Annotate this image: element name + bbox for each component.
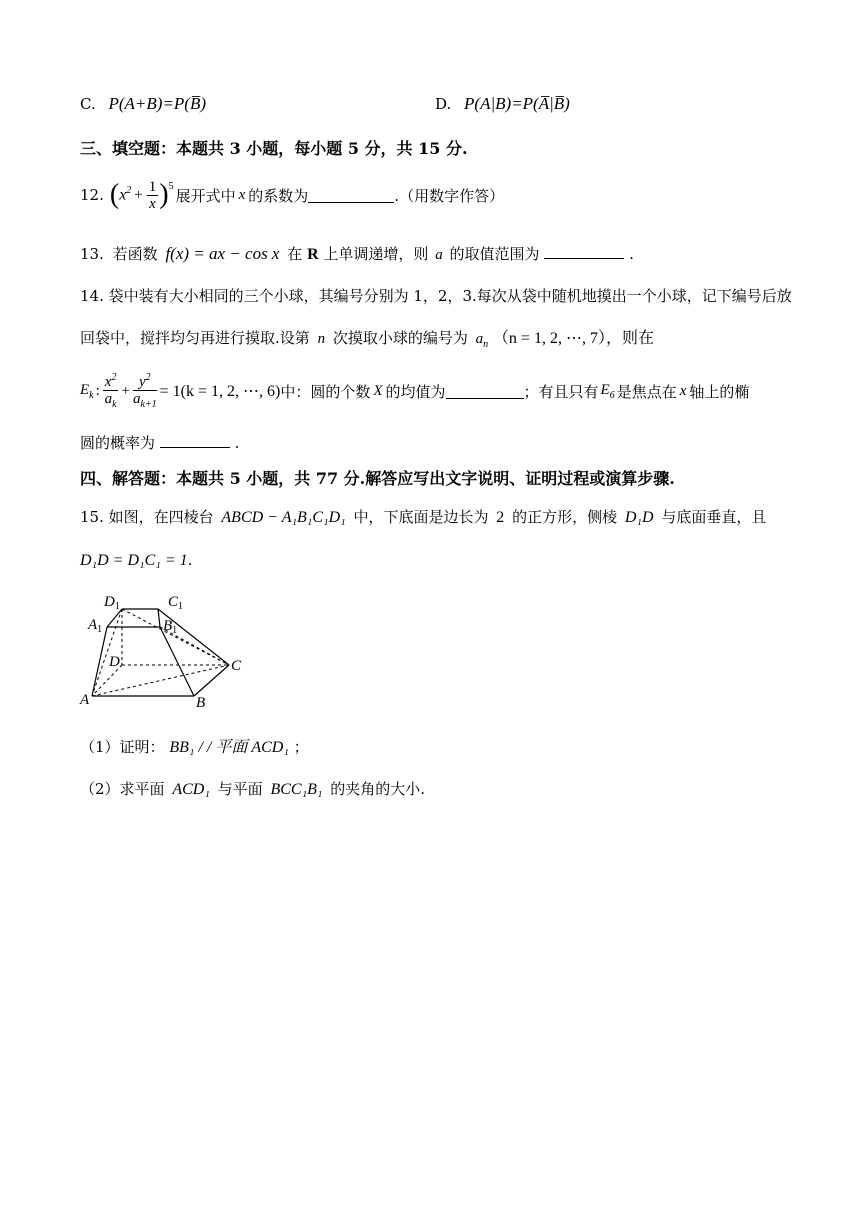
- q14-answer-blank-1[interactable]: [446, 384, 524, 399]
- q13-text4: 的取值范围为: [449, 245, 540, 263]
- q14-n-var: n: [317, 331, 326, 347]
- q15-edge: D₁D: [624, 509, 654, 526]
- q14-line2-text: 回袋中，搅拌均匀再进行摸取.设第: [80, 329, 310, 347]
- q12-answer-blank[interactable]: [308, 188, 394, 203]
- edge-bc: [194, 665, 229, 696]
- q13-number: 13.: [80, 245, 104, 263]
- q14-X-var: X: [373, 382, 383, 399]
- q13-reals: R: [307, 246, 319, 263]
- q14-line3-text-c: ；有且只有: [523, 382, 599, 401]
- q13-text2: 在: [287, 245, 303, 263]
- label-C1: $C_1$: [168, 594, 184, 612]
- q15-line-1: [80, 506, 766, 527]
- section-4-heading: 四、解答题：本题共 5 小题，共 77 分.解答应写出文字说明、证明过程或演算步骤.: [80, 469, 675, 488]
- q14-line-3: $E_k$ : $\frac{x^2}{a_k}$ + $\frac{y^2}{a_{k+1}}$ = 1(k = 1, 2, ⋯, 6) 中：圆的个数 X 的均值为 ；有且只有 $E_6$ 是焦点在 x 轴上的椭: [80, 371, 750, 410]
- q12-var: x: [238, 186, 246, 203]
- q14-line3-text-a: 中：圆的个数: [280, 382, 371, 401]
- q15-part1-end: ；: [293, 738, 309, 756]
- q13-text1: 若函数: [112, 245, 158, 263]
- q15-part-1: [80, 734, 309, 757]
- q14-range: （n = 1, 2, ⋯, 7），则在: [492, 330, 654, 347]
- q14-answer-blank-2[interactable]: [160, 433, 230, 448]
- q14-line2-text-b: 次摸取小球的编号为: [332, 329, 468, 347]
- q14-line4-text: 圆的概率为: [80, 434, 156, 452]
- label-D: D: [109, 654, 120, 670]
- q13-function: f(x) = ax − cos x: [165, 244, 280, 263]
- question-13: [80, 243, 634, 264]
- q14-x-axis-var: x: [679, 382, 687, 399]
- q14-line-4: [80, 432, 239, 453]
- q14-line3-text-d: 是焦点在: [616, 382, 677, 401]
- q14-line3-text-e: 轴上的椭: [689, 382, 750, 401]
- q15-condition-period: .: [187, 551, 193, 569]
- q15-part2-end: 的夹角的大小.: [330, 780, 426, 798]
- q15-part2-prefix: （2）求平面: [80, 780, 165, 798]
- option-d-formula: P(A|B)=P(A̅|B̅): [464, 94, 570, 113]
- label-B1: $B_1$: [163, 618, 178, 636]
- q12-number: 12.: [80, 186, 104, 204]
- q14-line3-text-b: 的均值为: [385, 382, 446, 401]
- q15-part1-statement: BB₁ / / 平面 ACD₁: [169, 739, 289, 756]
- q14-Ek: $E_k$: [80, 381, 94, 401]
- q15-part-2: [80, 778, 425, 799]
- question-12: [80, 170, 504, 220]
- q15-condition: D₁D = D₁C₁ = 1: [80, 552, 188, 569]
- q15-plane-acd1: ACD₁: [172, 781, 210, 798]
- option-c-label: C.: [80, 95, 96, 113]
- label-A: A: [80, 692, 90, 708]
- q15-part1-prefix: （1）证明：: [80, 738, 165, 756]
- label-C: C: [231, 658, 242, 674]
- q13-answer-blank[interactable]: [544, 244, 624, 259]
- q13-text3: 上单调递增，则: [323, 245, 429, 263]
- q15-line-2: [80, 551, 192, 570]
- q15-text-d: 与底面垂直，且: [661, 508, 767, 526]
- q13-var: a: [435, 247, 443, 263]
- q13-tail: .: [629, 245, 634, 263]
- q14-equation-tail: = 1(k = 1, 2, ⋯, 6): [159, 383, 281, 400]
- label-A1: $A_1$: [88, 617, 103, 635]
- q12-text1: 展开式中: [175, 186, 236, 205]
- q14-line-2: [80, 325, 654, 350]
- label-B: B: [196, 695, 206, 711]
- q15-text-c: 的正方形，侧棱: [512, 508, 618, 526]
- section-3-heading: 三、填空题：本题共 3 小题，每小题 5 分，共 15 分.: [80, 139, 468, 158]
- q15-side-length: 2: [496, 509, 505, 526]
- q12-expression: ( $x^2$ + $\frac{1}{x}$ ) $^5$: [109, 178, 174, 212]
- q14-an: $a_n$: [475, 331, 489, 350]
- q14-E6: $E_6$: [600, 381, 615, 401]
- q12-tail: .（用数字作答）: [394, 186, 505, 205]
- option-c-formula: P(A+B)=P(B̅): [108, 94, 207, 113]
- label-D1: $D_1$: [104, 594, 120, 612]
- option-d-label: D.: [435, 95, 452, 113]
- option-c: [80, 94, 206, 114]
- q15-text-a: 15. 如图，在四棱台: [80, 508, 214, 526]
- q15-solid: ABCD − A₁B₁C₁D₁: [221, 509, 346, 526]
- edge-c1b1: [158, 609, 160, 627]
- q15-part2-mid: 与平面: [217, 780, 263, 798]
- q15-text-b: 中，下底面是边长为: [353, 508, 489, 526]
- edge-a1a: [92, 627, 107, 696]
- q14-line-1: 14. 袋中装有大小相同的三个小球，其编号分别为 1，2，3.每次从袋中随机地摸出一个小球，记下编号后放: [80, 287, 792, 305]
- q12-text2: 的系数为: [248, 186, 309, 205]
- frustum-figure: [76, 588, 246, 712]
- option-d: [435, 94, 570, 114]
- q14-tail: .: [234, 434, 240, 452]
- q15-plane-bcc1b1: BCC₁B₁: [270, 781, 323, 798]
